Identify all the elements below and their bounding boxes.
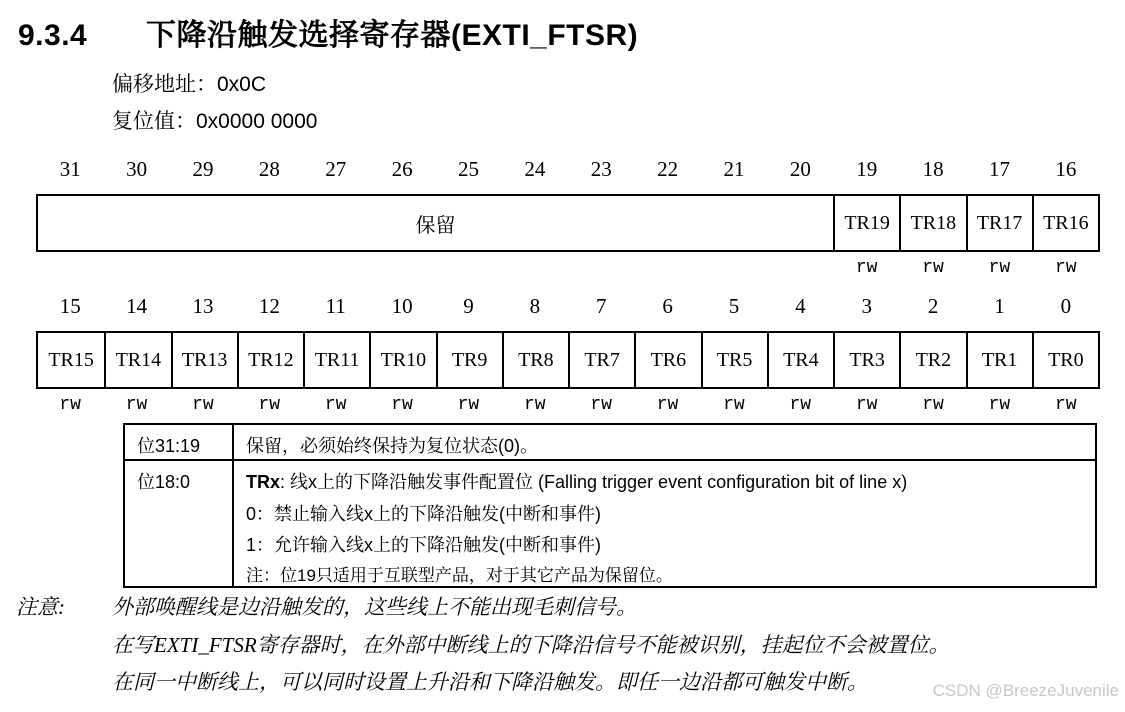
access-type: rw bbox=[1055, 395, 1077, 415]
bit-number: 19 bbox=[856, 157, 878, 181]
access-type: rw bbox=[1055, 258, 1077, 278]
trx-name: TRx bbox=[246, 472, 281, 492]
access-type: rw bbox=[524, 395, 546, 415]
access-type: rw bbox=[457, 395, 480, 415]
bit-description-table bbox=[123, 423, 1097, 588]
field-tr4: TR4 bbox=[767, 333, 833, 387]
access-type: rw bbox=[855, 258, 878, 278]
bit-number: 12 bbox=[258, 294, 280, 318]
bits-label: 位18:0 bbox=[137, 472, 191, 492]
field-tr6: TR6 bbox=[634, 333, 700, 387]
bit-number: 30 bbox=[126, 157, 148, 181]
field-tr12: TR12 bbox=[237, 333, 303, 387]
bit-number: 31 bbox=[59, 157, 81, 181]
access-type: rw bbox=[656, 395, 679, 415]
bit-number: 21 bbox=[723, 157, 745, 181]
access-row-high bbox=[37, 258, 1099, 280]
bit-number: 0 bbox=[1060, 294, 1072, 318]
access-type: rw bbox=[59, 395, 81, 415]
bit-number: 11 bbox=[325, 294, 346, 318]
access-type: rw bbox=[324, 395, 347, 415]
reserved-field: 保留 bbox=[415, 214, 456, 237]
section-title-text: 下降沿触发选择寄存器(EXTI_FTSR) bbox=[146, 19, 639, 52]
bit-number: 17 bbox=[988, 157, 1010, 181]
trx-title: : 线x上的下降沿触发事件配置位 (Falling trigger event configuration bit of line x) bbox=[280, 472, 908, 492]
field-tr2: TR2 bbox=[899, 333, 965, 387]
trx-note: 注：位19只适用于互联型产品，对于其它产品为保留位。 bbox=[246, 566, 673, 585]
field-tr15: TR15 bbox=[48, 348, 94, 371]
field-tr5: TR5 bbox=[701, 333, 767, 387]
field-tr9: TR9 bbox=[436, 333, 502, 387]
watermark: CSDN @BreezeJuvenile bbox=[932, 681, 1119, 700]
section-number: 9.3.4 bbox=[18, 19, 88, 52]
access-type: rw bbox=[855, 395, 878, 415]
field-tr0: TR0 bbox=[1032, 333, 1098, 387]
bit-number: 1 bbox=[994, 294, 1005, 318]
access-type: rw bbox=[922, 395, 944, 415]
field-tr3: TR3 bbox=[833, 333, 899, 387]
bit-number: 10 bbox=[391, 294, 413, 318]
bit-numbers-low bbox=[37, 294, 1099, 320]
trx-description-title bbox=[246, 468, 907, 494]
bit-number: 29 bbox=[192, 157, 214, 181]
bit-number: 26 bbox=[391, 157, 413, 181]
access-type: rw bbox=[988, 395, 1011, 415]
access-type: rw bbox=[922, 258, 944, 278]
access-type: rw bbox=[391, 395, 413, 415]
bit-number: 7 bbox=[595, 294, 607, 318]
column-divider bbox=[232, 425, 234, 586]
field-tr7: TR7 bbox=[568, 333, 634, 387]
access-type: rw bbox=[988, 258, 1011, 278]
reserved-description: 保留，必须始终保持为复位状态(0)。 bbox=[246, 436, 538, 456]
field-tr14: TR14 bbox=[104, 333, 170, 387]
access-type: rw bbox=[590, 395, 612, 415]
field-tr18: TR18 bbox=[899, 196, 965, 250]
note-label: 注意: bbox=[16, 595, 65, 619]
bit-number: 23 bbox=[590, 157, 612, 181]
bit-number: 9 bbox=[463, 294, 474, 318]
bit-number: 24 bbox=[524, 157, 546, 181]
field-tr13: TR13 bbox=[171, 333, 237, 387]
bit-number: 14 bbox=[126, 294, 148, 318]
bit-number: 18 bbox=[922, 157, 944, 181]
bit-number: 27 bbox=[325, 157, 347, 181]
access-type: rw bbox=[192, 395, 214, 415]
register-low-row bbox=[36, 331, 1100, 389]
bit-number: 15 bbox=[59, 294, 81, 318]
bit-number: 2 bbox=[927, 294, 939, 318]
note-line: 在同一中断线上，可以同时设置上升沿和下降沿触发。即任一边沿都可触发中断。 bbox=[112, 670, 868, 694]
note-line: 外部唤醒线是边沿触发的，这些线上不能出现毛刺信号。 bbox=[112, 595, 637, 619]
access-type: rw bbox=[258, 395, 281, 415]
bit-number: 28 bbox=[258, 157, 280, 181]
trx-value-0: 0：禁止输入线x上的下降沿触发(中断和事件) bbox=[246, 504, 601, 524]
register-high-row bbox=[36, 194, 1100, 252]
bit-number: 16 bbox=[1055, 157, 1077, 181]
bit-number: 8 bbox=[529, 294, 541, 318]
section-title bbox=[18, 10, 638, 54]
bit-number: 13 bbox=[192, 294, 214, 318]
trx-value-1: 1：允许输入线x上的下降沿触发(中断和事件) bbox=[246, 535, 601, 555]
access-type: rw bbox=[789, 395, 812, 415]
field-tr11: TR11 bbox=[303, 333, 369, 387]
bits-label: 位31:19 bbox=[137, 436, 201, 456]
field-tr19: TR19 bbox=[833, 196, 899, 250]
access-type: rw bbox=[125, 395, 148, 415]
access-type: rw bbox=[723, 395, 745, 415]
field-tr17: TR17 bbox=[966, 196, 1032, 250]
access-row-low bbox=[37, 395, 1099, 417]
bit-number: 3 bbox=[861, 294, 872, 318]
reset-value: 复位值：0x0000 0000 bbox=[112, 110, 318, 133]
bit-number: 20 bbox=[789, 157, 811, 181]
bit-number: 25 bbox=[457, 157, 479, 181]
field-tr1: TR1 bbox=[966, 333, 1032, 387]
offset-address: 偏移地址：0x0C bbox=[112, 73, 267, 96]
bit-number: 22 bbox=[657, 157, 679, 181]
bit-number: 6 bbox=[662, 294, 673, 318]
field-tr16: TR16 bbox=[1032, 196, 1098, 250]
bit-number: 5 bbox=[728, 294, 740, 318]
field-tr8: TR8 bbox=[502, 333, 568, 387]
field-tr10: TR10 bbox=[369, 333, 435, 387]
bit-numbers-high bbox=[37, 157, 1099, 183]
bit-number: 4 bbox=[795, 294, 806, 318]
note-line: 在写EXTI_FTSR寄存器时，在外部中断线上的下降沿信号不能被识别，挂起位不会被置位。 bbox=[112, 633, 950, 657]
